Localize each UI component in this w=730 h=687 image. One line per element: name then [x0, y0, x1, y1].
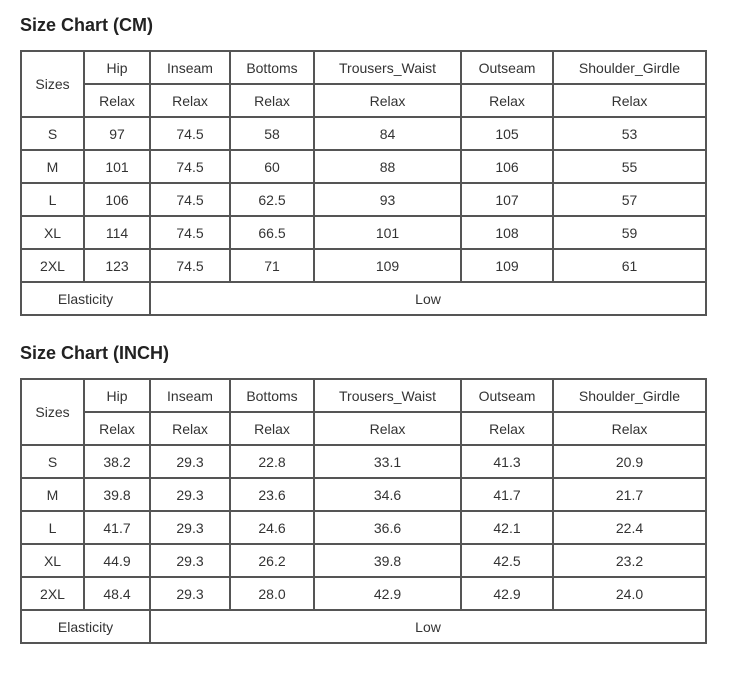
elasticity-value: Low — [150, 282, 706, 315]
column-header: Shoulder_Girdle — [553, 379, 706, 412]
column-subheader: Relax — [230, 412, 314, 445]
value-cell: 107 — [461, 183, 553, 216]
table-row — [21, 216, 706, 249]
column-subheader: Relax — [84, 84, 150, 117]
value-cell: 74.5 — [150, 150, 230, 183]
value-cell: 123 — [84, 249, 150, 282]
value-cell: 74.5 — [150, 183, 230, 216]
value-cell: 36.6 — [314, 511, 461, 544]
column-header: Inseam — [150, 51, 230, 84]
elasticity-row — [21, 610, 706, 643]
table-row — [21, 183, 706, 216]
column-header: Trousers_Waist — [314, 51, 461, 84]
column-header: Bottoms — [230, 379, 314, 412]
column-header: Hip — [84, 51, 150, 84]
value-cell: 74.5 — [150, 249, 230, 282]
value-cell: 28.0 — [230, 577, 314, 610]
value-cell: 29.3 — [150, 577, 230, 610]
value-cell: 101 — [314, 216, 461, 249]
subheader-row — [21, 412, 706, 445]
value-cell: 59 — [553, 216, 706, 249]
value-cell: 20.9 — [553, 445, 706, 478]
size-cell: XL — [21, 544, 84, 577]
value-cell: 39.8 — [84, 478, 150, 511]
sizes-header: Sizes — [21, 379, 84, 445]
value-cell: 39.8 — [314, 544, 461, 577]
value-cell: 48.4 — [84, 577, 150, 610]
column-subheader: Relax — [553, 412, 706, 445]
value-cell: 74.5 — [150, 117, 230, 150]
column-subheader: Relax — [314, 84, 461, 117]
size-cell: S — [21, 445, 84, 478]
value-cell: 44.9 — [84, 544, 150, 577]
table-row — [21, 511, 706, 544]
elasticity-value: Low — [150, 610, 706, 643]
value-cell: 23.2 — [553, 544, 706, 577]
value-cell: 29.3 — [150, 478, 230, 511]
value-cell: 22.8 — [230, 445, 314, 478]
column-subheader: Relax — [461, 412, 553, 445]
value-cell: 38.2 — [84, 445, 150, 478]
value-cell: 29.3 — [150, 445, 230, 478]
value-cell: 84 — [314, 117, 461, 150]
value-cell: 26.2 — [230, 544, 314, 577]
size-cell: M — [21, 150, 84, 183]
value-cell: 29.3 — [150, 511, 230, 544]
column-header: Trousers_Waist — [314, 379, 461, 412]
value-cell: 108 — [461, 216, 553, 249]
column-header: Outseam — [461, 51, 553, 84]
column-header: Outseam — [461, 379, 553, 412]
value-cell: 29.3 — [150, 544, 230, 577]
value-cell: 42.9 — [461, 577, 553, 610]
value-cell: 106 — [84, 183, 150, 216]
value-cell: 24.6 — [230, 511, 314, 544]
value-cell: 106 — [461, 150, 553, 183]
value-cell: 41.7 — [84, 511, 150, 544]
value-cell: 74.5 — [150, 216, 230, 249]
value-cell: 33.1 — [314, 445, 461, 478]
header-row — [21, 51, 706, 84]
sizes-header: Sizes — [21, 51, 84, 117]
table-row — [21, 577, 706, 610]
table-row — [21, 445, 706, 478]
column-header: Inseam — [150, 379, 230, 412]
table-row — [21, 544, 706, 577]
value-cell: 24.0 — [553, 577, 706, 610]
size-chart-cm-title: Size Chart (CM) — [20, 15, 154, 35]
value-cell: 88 — [314, 150, 461, 183]
value-cell: 101 — [84, 150, 150, 183]
value-cell: 53 — [553, 117, 706, 150]
value-cell: 55 — [553, 150, 706, 183]
column-header: Hip — [84, 379, 150, 412]
value-cell: 34.6 — [314, 478, 461, 511]
elasticity-label: Elasticity — [21, 282, 150, 315]
column-subheader: Relax — [150, 412, 230, 445]
value-cell: 42.1 — [461, 511, 553, 544]
value-cell: 21.7 — [553, 478, 706, 511]
size-cell: XL — [21, 216, 84, 249]
size-cell: 2XL — [21, 577, 84, 610]
value-cell: 57 — [553, 183, 706, 216]
column-subheader: Relax — [150, 84, 230, 117]
value-cell: 71 — [230, 249, 314, 282]
size-cell: 2XL — [21, 249, 84, 282]
value-cell: 60 — [230, 150, 314, 183]
value-cell: 23.6 — [230, 478, 314, 511]
size-cell: L — [21, 511, 84, 544]
column-subheader: Relax — [314, 412, 461, 445]
size-chart-inch-title: Size Chart (INCH) — [20, 343, 170, 363]
table-row — [21, 478, 706, 511]
size-cell: L — [21, 183, 84, 216]
value-cell: 66.5 — [230, 216, 314, 249]
value-cell: 41.3 — [461, 445, 553, 478]
value-cell: 42.9 — [314, 577, 461, 610]
table-row — [21, 117, 706, 150]
value-cell: 62.5 — [230, 183, 314, 216]
value-cell: 61 — [553, 249, 706, 282]
size-chart-inch-table — [20, 378, 707, 644]
subheader-row — [21, 84, 706, 117]
value-cell: 109 — [461, 249, 553, 282]
value-cell: 42.5 — [461, 544, 553, 577]
value-cell: 93 — [314, 183, 461, 216]
column-header: Shoulder_Girdle — [553, 51, 706, 84]
value-cell: 22.4 — [553, 511, 706, 544]
column-subheader: Relax — [230, 84, 314, 117]
size-chart-cm-table — [20, 50, 707, 316]
header-row — [21, 379, 706, 412]
column-subheader: Relax — [84, 412, 150, 445]
size-cell: M — [21, 478, 84, 511]
value-cell: 114 — [84, 216, 150, 249]
elasticity-label: Elasticity — [21, 610, 150, 643]
value-cell: 97 — [84, 117, 150, 150]
value-cell: 109 — [314, 249, 461, 282]
column-header: Bottoms — [230, 51, 314, 84]
value-cell: 58 — [230, 117, 314, 150]
column-subheader: Relax — [461, 84, 553, 117]
elasticity-row — [21, 282, 706, 315]
table-row — [21, 249, 706, 282]
column-subheader: Relax — [553, 84, 706, 117]
size-cell: S — [21, 117, 84, 150]
table-row — [21, 150, 706, 183]
value-cell: 41.7 — [461, 478, 553, 511]
value-cell: 105 — [461, 117, 553, 150]
